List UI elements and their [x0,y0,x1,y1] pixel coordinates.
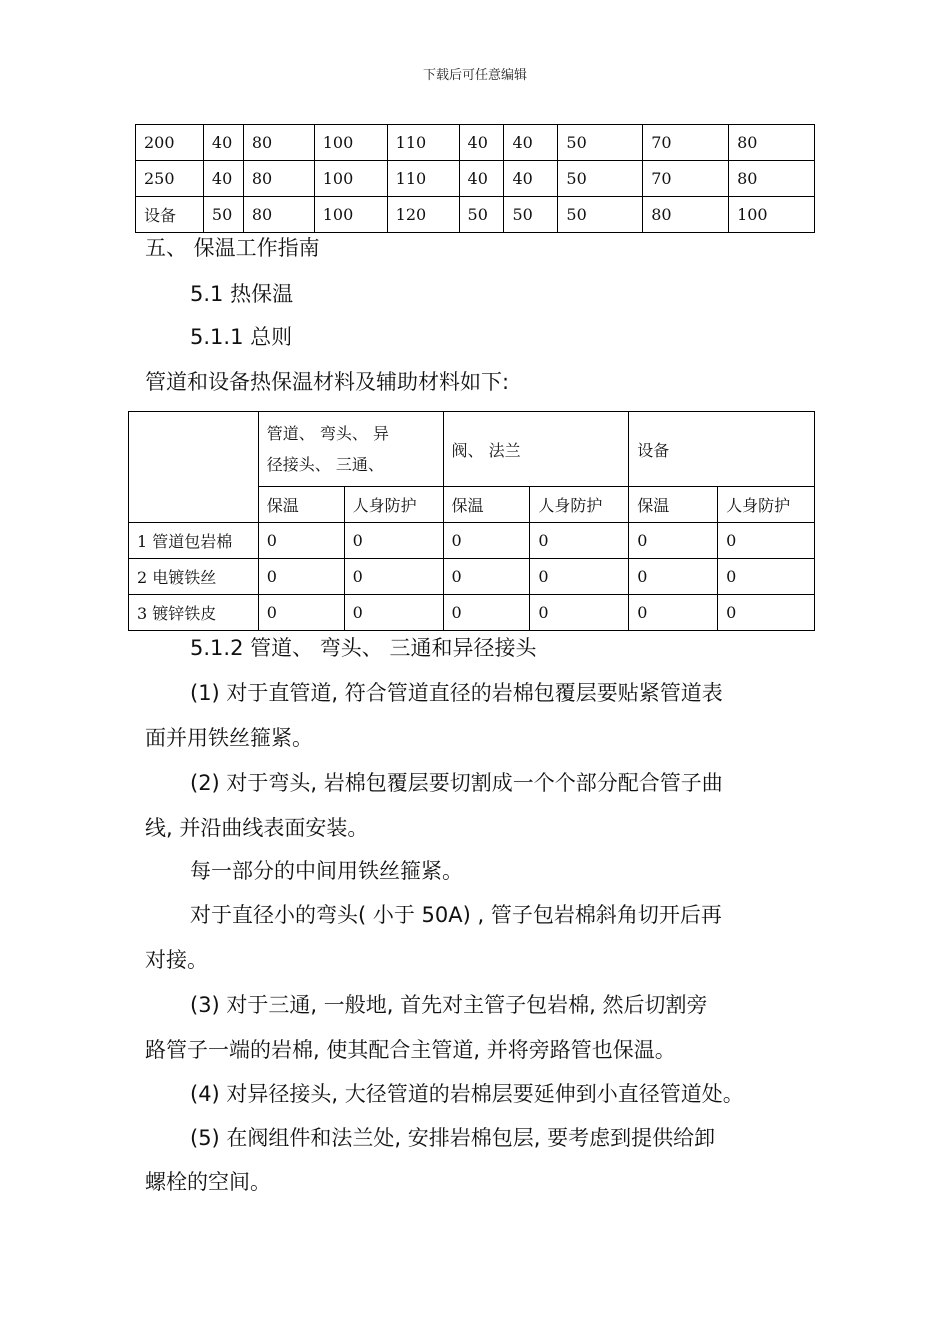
table-row [129,559,815,595]
group-header-pipes-line1: 管道、 弯头、 异 [266,424,389,443]
para-5-line-2: 螺栓的空间。 [145,1170,271,1194]
table-cell: 100 [314,197,387,233]
page-header: 下载后可任意编辑 [422,68,527,83]
row-label: 3 镀锌铁皮 [129,595,259,631]
table-cell: 110 [387,125,459,161]
table-cell: 250 [136,161,204,197]
table-cell: 0 [530,523,629,559]
table-cell: 80 [729,161,815,197]
table-cell: 50 [558,161,643,197]
table-cell: 0 [530,559,629,595]
subheader-cell: 人身防护 [344,487,443,523]
table-cell: 120 [387,197,459,233]
table-cell: 0 [443,523,530,559]
table-cell: 80 [643,197,729,233]
subheader-cell: 保温 [258,487,344,523]
table-cell: 100 [729,197,815,233]
table-cell: 40 [203,161,243,197]
table-cell: 40 [459,161,504,197]
table-cell: 70 [643,161,729,197]
table-cell: 70 [643,125,729,161]
table-cell: 0 [258,523,344,559]
table-cell: 100 [314,161,387,197]
subheader-cell: 人身防护 [530,487,629,523]
table-cell: 80 [729,125,815,161]
table-cell: 50 [504,197,558,233]
table-cell: 80 [243,197,314,233]
materials-corner-cell [129,412,259,523]
para-2-line-1: (2) 对于弯头, 岩棉包覆层要切割成一个个部分配合管子曲 [190,771,723,795]
table-row [136,161,815,197]
table-cell: 设备 [136,197,204,233]
table-cell: 0 [718,559,815,595]
section-5-1-title: 5.1 热保温 [190,282,294,306]
table-cell: 0 [629,559,718,595]
table-cell: 50 [558,197,643,233]
section-5-1-2-title: 5.1.2 管道、 弯头、 三通和异径接头 [190,636,537,660]
para-5-line-1: (5) 在阀组件和法兰处, 安排岩棉包层, 要考虑到提供给卸 [190,1126,716,1150]
para-2-line-4: 对于直径小的弯头( 小于 50A) , 管子包岩棉斜角切开后再 [190,903,722,927]
table-cell: 0 [718,595,815,631]
group-header-pipes [258,412,443,487]
para-3-line-2: 路管子一端的岩棉, 使其配合主管道, 并将旁路管也保温。 [145,1038,676,1062]
materials-intro: 管道和设备热保温材料及辅助材料如下: [145,370,510,394]
table-cell: 0 [344,559,443,595]
table-cell: 80 [243,125,314,161]
subheader-cell: 保温 [443,487,530,523]
table-row [129,523,815,559]
table-cell: 50 [203,197,243,233]
para-2-line-3: 每一部分的中间用铁丝箍紧。 [190,859,463,883]
thickness-table [135,124,815,233]
table-row [136,197,815,233]
section-5-1-1-title: 5.1.1 总则 [190,325,293,349]
table-row [129,595,815,631]
table-cell: 0 [443,595,530,631]
table-cell: 40 [504,161,558,197]
para-1-line-1: (1) 对于直管道, 符合管道直径的岩棉包覆层要贴紧管道表 [190,681,723,705]
table-cell: 0 [530,595,629,631]
table-cell: 40 [504,125,558,161]
table-cell: 100 [314,125,387,161]
table-row [136,125,815,161]
table-cell: 0 [258,559,344,595]
para-2-line-5: 对接。 [145,948,208,972]
table-cell: 110 [387,161,459,197]
table-cell: 50 [459,197,504,233]
table-cell: 0 [344,595,443,631]
materials-table [128,411,815,631]
table-cell: 0 [258,595,344,631]
para-2-line-2: 线, 并沿曲线表面安装。 [145,816,369,840]
table-cell: 80 [243,161,314,197]
para-3-line-1: (3) 对于三通, 一般地, 首先对主管子包岩棉, 然后切割旁 [190,993,708,1017]
table-cell: 0 [629,523,718,559]
para-1-line-2: 面并用铁丝箍紧。 [145,726,313,750]
subheader-cell: 人身防护 [718,487,815,523]
table-cell: 50 [558,125,643,161]
group-header-equipment: 设备 [629,412,815,487]
table-cell: 40 [203,125,243,161]
group-header-valves: 阀、 法兰 [443,412,629,487]
table-cell: 0 [629,595,718,631]
table-cell: 0 [344,523,443,559]
subheader-cell: 保温 [629,487,718,523]
row-label: 1 管道包岩棉 [129,523,259,559]
table-cell: 0 [443,559,530,595]
table-cell: 40 [459,125,504,161]
table-cell: 0 [718,523,815,559]
row-label: 2 电镀铁丝 [129,559,259,595]
para-4-line-1: (4) 对异径接头, 大径管道的岩棉层要延伸到小直径管道处。 [190,1082,744,1106]
group-header-pipes-line2: 径接头、 三通、 [266,455,384,474]
table-cell: 200 [136,125,204,161]
section-5-title: 五、 保温工作指南 [145,236,320,260]
